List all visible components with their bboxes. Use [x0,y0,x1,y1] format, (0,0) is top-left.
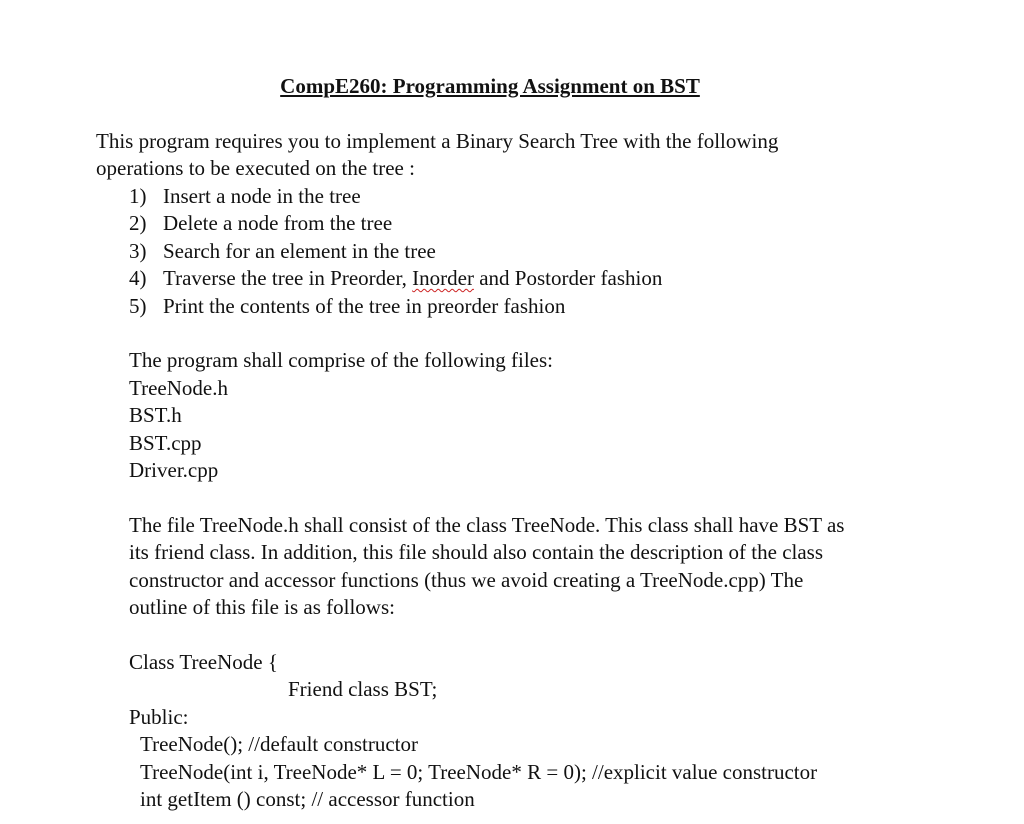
document-title: CompE260: Programming Assignment on BST [280,74,700,98]
list-item-number: 2) [129,211,147,235]
code-class-open: Class TreeNode { [129,650,278,674]
list-item-number: 4) [129,266,147,290]
file-name: Driver.cpp [129,458,219,482]
list-item-text: Insert a node in the tree [163,184,361,208]
intro-line-1: This program requires you to implement a Binary Search Tree with the following [96,129,779,153]
description-line: The file TreeNode.h shall consist of the class TreeNode. This class shall have BST as [129,513,845,537]
code-public-label: Public: [129,705,189,729]
list-item [129,294,565,318]
list-item-number: 3) [129,239,147,263]
list-item-text-before: Traverse the tree in Preorder, [163,266,413,290]
description-line: outline of this file is as follows: [129,595,395,619]
list-item [129,266,662,290]
list-item [129,239,436,263]
file-name: BST.cpp [129,431,202,455]
code-friend-line: Friend class BST; [288,677,438,701]
spellcheck-marked-word: Inorder [412,266,474,290]
code-line: int getItem () const; // accessor function [140,787,475,811]
description-line: its friend class. In addition, this file should also contain the description of the class [129,540,824,564]
code-line: TreeNode(); //default constructor [140,732,418,756]
list-item-text: Delete a node from the tree [163,211,393,235]
file-name: TreeNode.h [129,376,228,400]
code-line: TreeNode(int i, TreeNode* L = 0; TreeNode* R = 0); //explicit value constructor [140,760,818,784]
list-item-text: Print the contents of the tree in preorder fashion [163,294,566,318]
file-name: BST.h [129,403,182,427]
list-item-number: 1) [129,184,147,208]
list-item [129,184,361,208]
list-item-number: 5) [129,294,147,318]
description-line: constructor and accessor functions (thus we avoid creating a TreeNode.cpp) The [129,568,804,592]
files-intro: The program shall comprise of the following files: [129,348,553,372]
list-item-text: Search for an element in the tree [163,239,436,263]
list-item-text-after: and Postorder fashion [473,266,663,290]
intro-line-2: operations to be executed on the tree : [96,156,415,180]
list-item [129,211,392,235]
